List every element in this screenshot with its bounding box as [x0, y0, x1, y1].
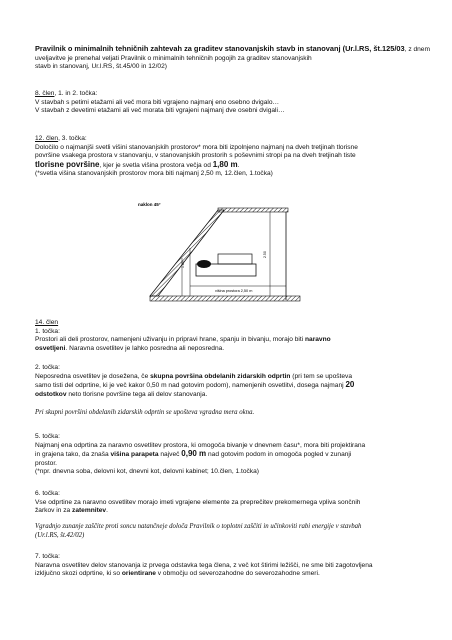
article-12-heading: 12. člen — [35, 135, 59, 142]
point-2-heading: 2. točka: — [35, 364, 60, 371]
point-6-line1: Vse odprtine za naravno osvetlitev morajo imeti vgrajene elemente za preprečitev prekomernega vpliva sončnih — [35, 498, 361, 506]
point-6-line2c: . — [106, 507, 108, 515]
roof-section-svg — [120, 200, 320, 312]
title-rest: , z dnem uveljavitve je prenehal veljati Pravilnik o minimalnih tehničnih pogojih za graditev stanovanjskih — [35, 46, 430, 62]
article-12-note: (*svetla višina stanovanjskih prostorov mora biti najmanj 2,50 m, 12.člen, 1.točka) — [35, 170, 273, 178]
point-6-note-line2: (Ur.l.RS, št.42/02) — [35, 531, 85, 539]
point-1-line1: Prostori ali deli prostorov, namenjeni uživanju in pripravi hrane, spanju in bivanju, morajo biti — [35, 336, 305, 344]
point-7-line1: Naravna osvetlitev delov stanovanja iz prvega odstavka tega člena, z več kot štirimi ležišči, ne sme biti zagotovljena — [35, 561, 373, 569]
article-12-line1: Določilo o najmanjši svetli višini stanovanjskih prostorov* mora biti izpolnjeno najmanj na dveh tretjinah tlorisne — [35, 143, 358, 151]
article-14-heading: 14. člen — [35, 319, 59, 326]
point-5-line2e: nad gotovim podom in omogoča pogled v zunanji — [206, 451, 352, 459]
point-5-heading: 5. točka: — [35, 433, 60, 440]
point-7-heading: 7. točka: — [35, 553, 60, 560]
point-1-bold-naravno: naravno — [305, 336, 331, 344]
article-14 — [35, 319, 430, 353]
point-5-bold-value: 0,90 m — [181, 449, 207, 459]
point-7-bold-orientirane: orientirane — [121, 570, 156, 578]
point-6-line2a: žarkov in za — [35, 507, 73, 515]
article-8 — [35, 90, 430, 116]
regulation-title — [35, 44, 430, 72]
point-2-line3: neto tlorisne površine tega ali delov stanovanja. — [66, 390, 208, 398]
roof-section-diagram — [120, 200, 320, 312]
flat-ceiling — [218, 208, 288, 212]
point-2-line1a: Neposredna osvetlitev je dosežena, če — [35, 372, 151, 380]
article-12-line3-end: . — [237, 161, 240, 169]
floor-slab — [150, 296, 300, 301]
article-12-floor-area: tlorisne površine — [35, 159, 100, 169]
article-14-point-6 — [35, 490, 430, 516]
article-12-height-value: 1,80 m — [212, 159, 238, 169]
point-5-note: (*npr. dnevna soba, delovni kot, dnevni kot, delovni kabinet; 10.člen, 1.točka) — [35, 468, 259, 476]
article-8-line2: V stavbah z devetimi etažami ali več morata biti vgrajeni najmanj dve osebni dvigali… — [35, 107, 285, 115]
label-roof-slope: naklon 45° — [138, 202, 161, 207]
point-1-line2: . Naravna osvetlitev je lahko posredna ali neposredna. — [65, 344, 225, 352]
point-2-line2: samo tisti del odprtine, ki je več kakor 0,50 m nad gotovim podom), namenjenih osvetlitvi, dosega najmanj — [35, 382, 346, 390]
point-6-bold-zatemnitev: zatemnitev — [72, 507, 107, 515]
pillow-shape — [197, 260, 211, 268]
article-12-line2: površine vsakega prostora v stanovanju, v stanovanjskih prostorih s poševnimi stropi pa na dveh tretjinah tiste — [35, 152, 356, 160]
point-5-line1: Najmanj ena odprtina za naravno osvetlitev prostora, ki omogoča bivanje v dnevnem času*, mora biti projektirana — [35, 441, 366, 449]
label-room-height: višina prostora 2,50 m — [215, 289, 253, 293]
title-line2: stavb in stanovanj, Ur.l.RS, št.45/00 in 12/02) — [35, 63, 167, 71]
label-height-b: 2.50 — [263, 251, 267, 258]
headboard — [218, 254, 252, 264]
point-1-heading: 1. točka: — [35, 327, 60, 335]
article-8-points: , 1. in 2. točka: — [54, 90, 98, 97]
point-6-heading: 6. točka: — [35, 490, 60, 497]
point-7-line2a: izključno skozi odprtine, ki so — [35, 570, 122, 578]
label-height-a: 1.80 — [181, 261, 185, 268]
point-2-note: Pri skupni površini obdelanih zidarskih odprtin se upošteva vgradna mera okna. — [35, 409, 255, 416]
point-7-line2c: v območju od severozahodne do severozahodne smeri. — [155, 570, 320, 578]
point-5-line2a: in grajena tako, da znaša — [35, 451, 111, 459]
sloped-roof — [150, 210, 224, 296]
article-14-point-2 — [35, 364, 430, 399]
article-14-point-7 — [35, 553, 430, 579]
point-5-bold-parapet: višina parapeta — [110, 451, 159, 459]
article-14-point-5 — [35, 433, 430, 477]
point-2-line1c: (pri tem se upošteva — [290, 372, 353, 380]
point-6-note — [35, 523, 430, 540]
article-8-heading: 8. člen — [35, 90, 55, 97]
point-2-bold-area: skupna površina obdelanih zidarskih odprtin — [150, 372, 291, 380]
article-8-line1: V stavbah s petimi etažami ali več mora biti vgrajeno najmanj eno osebno dvigalo… — [35, 98, 280, 106]
article-12-line3: , kjer je svetla višina prostora večja od — [99, 161, 213, 169]
title-bold: Pravilnik o minimalnih tehničnih zahtevah za graditev stanovanjskih stavb in stanovanj (Ur.l.RS, št.125/03 — [35, 44, 405, 53]
point-6-note-line1: Vgradnjo zunanje zaščite proti soncu natančneje določa Pravilnik o toplotni zaščiti in učinkoviti rabi energije v stavbah — [35, 523, 362, 530]
point-1-bold-osvetljeni: osvetljeni — [35, 344, 66, 352]
point-5-line2c: največ — [158, 451, 182, 459]
article-12-points: , 3. točka: — [58, 135, 87, 142]
article-12 — [35, 135, 430, 179]
point-2-bold-percent: odstotkov — [35, 390, 67, 398]
point-5-line3: prostor. — [35, 459, 57, 467]
point-2-bold-20: 20 — [345, 380, 355, 390]
